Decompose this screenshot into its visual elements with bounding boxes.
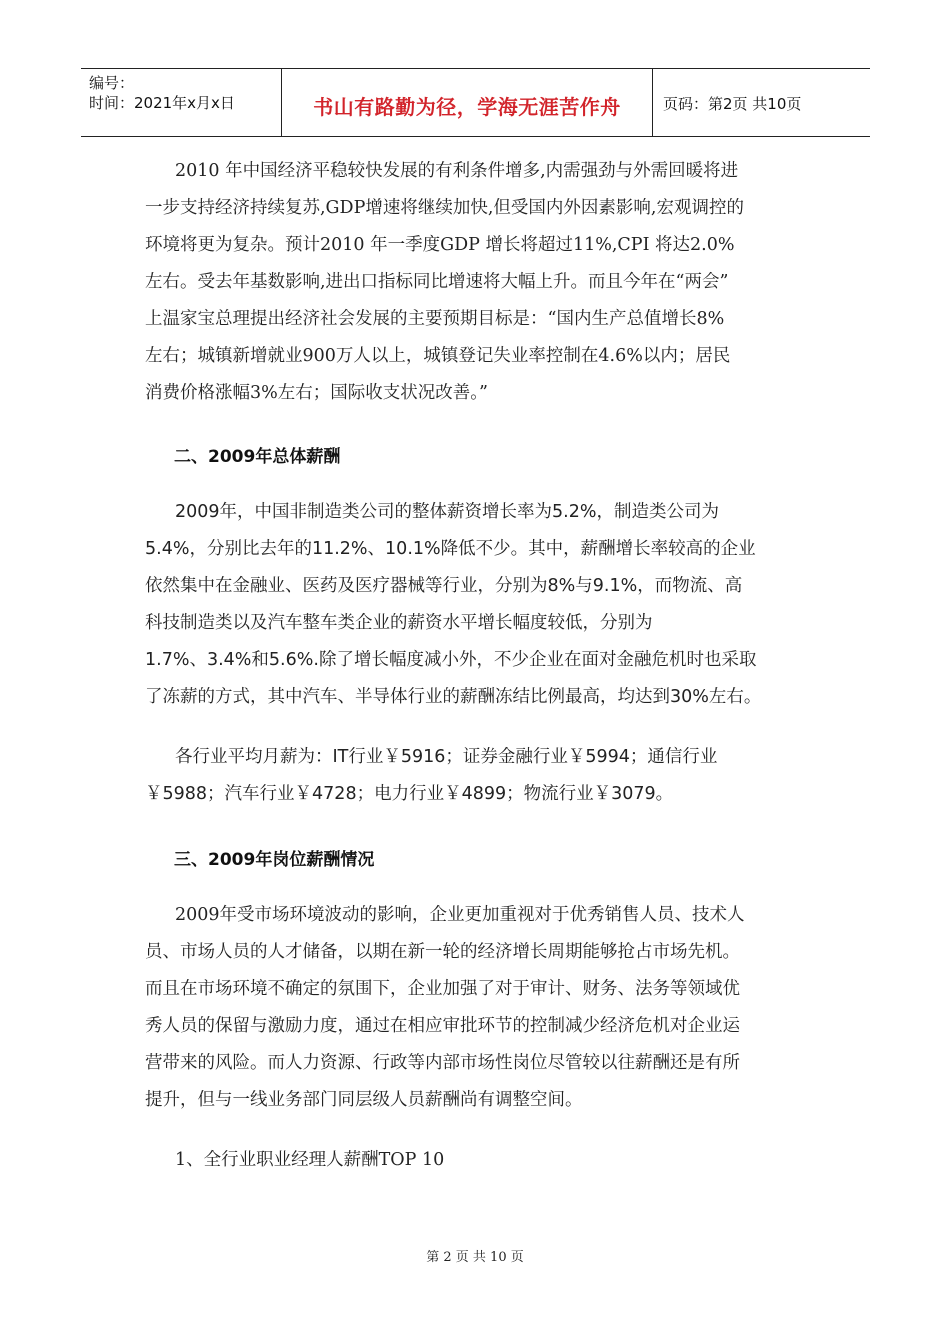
paragraph-overall-pay xyxy=(145,494,805,716)
paragraph-position-pay xyxy=(145,897,805,1119)
page-footer: 第 2 页 共 10 页 xyxy=(426,1250,524,1265)
text-line: ￥5988；汽车行业￥4728；电力行业￥4899；物流行业￥3079。 xyxy=(145,784,674,804)
text-line: 消费价格涨幅3%左右；国际收支状况改善。” xyxy=(145,383,488,403)
section-heading-position-pay: 三、2009年岗位薪酬情况 xyxy=(174,850,375,870)
subheading-top10 xyxy=(175,1142,835,1179)
text-line: 1.7%、3.4%和5.6%.除了增长幅度减小外，不少企业在面对金融危机时也采取 xyxy=(145,650,757,670)
text-line: 2010 年中国经济平稳较快发展的有利条件增多,内需强劲与外需回暖将进 xyxy=(175,161,739,181)
paragraph-industry-salary xyxy=(145,739,805,813)
time-label: 时间：2021年x月x日 xyxy=(89,94,235,112)
text-line: 营带来的风险。而人力资源、行政等内部市场性岗位尽管较以往薪酬还是有所 xyxy=(145,1053,740,1073)
text-line: 秀人员的保留与激励力度，通过在相应审批环节的控制减少经济危机对企业运 xyxy=(145,1016,740,1036)
motto: 书山有路勤为径，学海无涯苦作舟 xyxy=(313,95,621,119)
header-motto-cell xyxy=(282,69,653,136)
text-line: 环境将更为复杂。预计2010 年一季度GDP 增长将超过11%,CPI 将达2.0% xyxy=(145,235,735,255)
section-heading-overall-pay: 二、2009年总体薪酬 xyxy=(174,447,341,467)
text-line: 左右；城镇新增就业900万人以上，城镇登记失业率控制在4.6%以内；居民 xyxy=(145,346,731,366)
serial-label: 编号： xyxy=(89,74,135,92)
text-line: 了冻薪的方式，其中汽车、半导体行业的薪酬冻结比例最高，均达到30%左右。 xyxy=(145,687,762,707)
header-table xyxy=(81,68,870,137)
text-line: 5.4%，分别比去年的11.2%、10.1%降低不少。其中，薪酬增长率较高的企业 xyxy=(145,539,756,559)
text-line: 各行业平均月薪为：IT行业￥5916；证券金融行业￥5994；通信行业 xyxy=(175,747,718,767)
text-line: 上温家宝总理提出经济社会发展的主要预期目标是：“国内生产总值增长8% xyxy=(145,309,725,329)
text-line: 员、市场人员的人才储备，以期在新一轮的经济增长周期能够抢占市场先机。 xyxy=(145,942,740,962)
text-line: 左右。受去年基数影响,进出口指标同比增速将大幅上升。而且今年在“两会” xyxy=(145,272,729,292)
header-page-cell xyxy=(653,69,870,136)
text-line: 科技制造类以及汽车整车类企业的薪资水平增长幅度较低，分别为 xyxy=(145,613,653,633)
text-line: 提升，但与一线业务部门同层级人员薪酬尚有调整空间。 xyxy=(145,1090,583,1110)
text-line: 1、全行业职业经理人薪酬TOP 10 xyxy=(175,1150,445,1170)
header-info-cell xyxy=(81,69,282,136)
text-line: 一步支持经济持续复苏,GDP增速将继续加快,但受国内外因素影响,宏观调控的 xyxy=(145,198,744,218)
page-code: 页码：第2页 共10页 xyxy=(663,95,802,113)
paragraph-economy xyxy=(145,153,805,412)
text-line: 而且在市场环境不确定的氛围下，企业加强了对于审计、财务、法务等领域优 xyxy=(145,979,740,999)
text-line: 依然集中在金融业、医药及医疗器械等行业，分别为8%与9.1%，而物流、高 xyxy=(145,576,743,596)
text-line: 2009年，中国非制造类公司的整体薪资增长率为5.2%，制造类公司为 xyxy=(175,502,719,522)
text-line: 2009年受市场环境波动的影响，企业更加重视对于优秀销售人员、技术人 xyxy=(175,905,745,925)
